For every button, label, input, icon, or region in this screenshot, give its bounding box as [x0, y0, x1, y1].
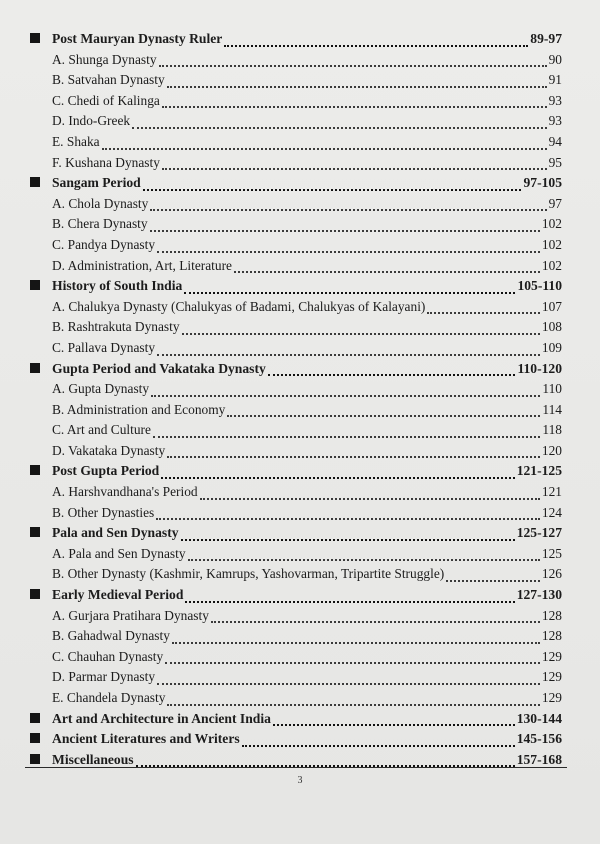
toc-section-row	[30, 361, 562, 382]
dot-leader	[157, 354, 540, 356]
dot-leader	[159, 65, 547, 67]
toc-section-row	[30, 525, 562, 546]
square-bullet-icon	[30, 754, 40, 764]
toc-title: D. Indo-Greek	[52, 113, 131, 129]
dot-leader	[151, 395, 540, 397]
toc-entry-row	[30, 690, 562, 711]
toc-entry-row	[30, 155, 562, 176]
toc-page-number: 90	[548, 51, 562, 67]
square-bullet-icon	[30, 177, 40, 187]
toc-page-number: 129	[541, 669, 562, 685]
square-bullet-icon	[30, 465, 40, 475]
toc-title: Art and Architecture in Ancient India	[52, 710, 271, 726]
toc-title: D. Administration, Art, Literature	[52, 257, 232, 273]
dot-leader	[446, 580, 540, 582]
toc-page-number: 120	[541, 442, 562, 458]
toc-entry-row	[30, 422, 562, 443]
toc-page-number: 102	[541, 216, 562, 232]
dot-leader	[162, 168, 547, 170]
square-bullet-icon	[30, 363, 40, 373]
toc-page-number: 129	[541, 690, 562, 705]
toc-page-number: 145-156	[516, 731, 562, 747]
dot-leader	[427, 312, 540, 314]
toc-title: Ancient Literatures and Writers	[52, 731, 240, 747]
toc-page-number: 121-125	[516, 463, 562, 479]
toc-title: B. Administration and Economy	[52, 401, 226, 417]
toc-title: Gupta Period and Vakataka Dynasty	[52, 360, 266, 376]
toc-entry-row	[30, 484, 562, 505]
toc-entry-row	[30, 72, 562, 93]
toc-page-number: 97-105	[523, 175, 562, 191]
toc-section-row	[30, 175, 562, 196]
toc-page-number: 94	[548, 133, 562, 149]
toc-entry-row	[30, 93, 562, 114]
square-bullet-icon	[30, 713, 40, 723]
toc-page-number: 97	[548, 195, 562, 211]
toc-page-number: 118	[542, 422, 562, 438]
dot-leader	[162, 106, 547, 108]
toc-title: Pala and Sen Dynasty	[52, 525, 179, 541]
toc-title: E. Shaka	[52, 133, 100, 149]
toc-title: Post Gupta Period	[52, 463, 160, 479]
dot-leader	[188, 559, 540, 561]
toc-entry-row	[30, 381, 562, 402]
toc-title: C. Chauhan Dynasty	[52, 648, 164, 664]
toc-entry-row	[30, 649, 562, 670]
toc-page-number: 121	[541, 484, 562, 500]
dot-leader	[153, 436, 540, 438]
toc-title: B. Gahadwal Dynasty	[52, 628, 170, 644]
toc-section-row	[30, 752, 562, 773]
dot-leader	[161, 477, 514, 479]
toc-page-number: 157-168	[516, 751, 562, 767]
dot-leader	[172, 642, 540, 644]
dot-leader	[167, 704, 539, 706]
dot-leader	[268, 374, 516, 376]
toc-entry-row	[30, 402, 562, 423]
dot-leader	[102, 148, 547, 150]
toc-title: C. Art and Culture	[52, 422, 151, 438]
toc-entry-row	[30, 608, 562, 629]
dot-leader	[182, 333, 540, 335]
toc-page-number: 127-130	[516, 587, 562, 603]
footer-rule	[25, 767, 567, 768]
toc-entry-row	[30, 546, 562, 567]
toc-page-number: 110	[542, 381, 562, 397]
toc-entry-row	[30, 52, 562, 73]
toc-title: Post Mauryan Dynasty Ruler	[52, 31, 223, 46]
toc-page-number: 105-110	[517, 278, 562, 294]
toc-title: B. Satvahan Dynasty	[52, 72, 165, 88]
dot-leader	[181, 539, 515, 541]
toc-section-row	[30, 463, 562, 484]
dot-leader	[167, 86, 547, 88]
toc-title: A. Gupta Dynasty	[52, 381, 150, 397]
dot-leader	[157, 251, 540, 253]
toc-entry-row	[30, 258, 562, 279]
toc-page-number: 125	[541, 545, 562, 561]
toc-section-row	[30, 278, 562, 299]
toc-title: Early Medieval Period	[52, 587, 184, 603]
toc-page-number: 108	[541, 319, 562, 335]
dot-leader	[132, 127, 547, 129]
toc-title: Sangam Period	[52, 175, 141, 191]
toc-entry-row	[30, 113, 562, 134]
toc-entry-row	[30, 566, 562, 587]
square-bullet-icon	[30, 733, 40, 743]
footer-page-number: 3	[297, 775, 303, 786]
toc-page-number: 102	[541, 236, 562, 252]
toc-page-number: 128	[541, 607, 562, 623]
dot-leader	[143, 189, 522, 191]
toc-title: E. Chandela Dynasty	[52, 690, 166, 705]
toc-entry-row	[30, 196, 562, 217]
toc-entry-row	[30, 299, 562, 320]
dot-leader	[211, 621, 540, 623]
toc-title: B. Other Dynasty (Kashmir, Kamrups, Yashovarman, Tripartite Struggle)	[52, 566, 445, 582]
toc-title: A. Harshvandhana's Period	[52, 484, 198, 500]
toc-title: B. Rashtrakuta Dynasty	[52, 319, 180, 335]
dot-leader	[242, 745, 515, 747]
dot-leader	[234, 271, 540, 273]
toc-entry-row	[30, 340, 562, 361]
dot-leader	[157, 683, 540, 685]
dot-leader	[273, 724, 515, 726]
toc-page-number: 125-127	[516, 525, 562, 541]
toc-entry-row	[30, 443, 562, 464]
square-bullet-icon	[30, 589, 40, 599]
toc-title: A. Chola Dynasty	[52, 195, 149, 211]
toc-section-row	[30, 587, 562, 608]
toc-entry-row	[30, 628, 562, 649]
dot-leader	[167, 456, 540, 458]
toc-page-number: 93	[548, 92, 562, 108]
square-bullet-icon	[30, 33, 40, 43]
toc-title: C. Chedi of Kalinga	[52, 92, 160, 108]
toc-page-number: 93	[548, 113, 562, 129]
toc-entry-row	[30, 237, 562, 258]
table-of-contents	[30, 31, 562, 772]
dot-leader	[150, 209, 546, 211]
toc-page-number: 102	[541, 257, 562, 273]
toc-page-number: 128	[541, 628, 562, 644]
toc-section-row	[30, 31, 562, 52]
toc-title: A. Chalukya Dynasty (Chalukyas of Badami, Chalukyas of Kalayani)	[52, 298, 426, 314]
toc-title: Miscellaneous	[52, 751, 134, 767]
toc-entry-row	[30, 505, 562, 526]
toc-entry-row	[30, 669, 562, 690]
toc-page-number: 124	[541, 504, 562, 520]
toc-entry-row	[30, 319, 562, 340]
dot-leader	[150, 230, 540, 232]
toc-page-number: 91	[548, 72, 562, 88]
dot-leader	[156, 518, 540, 520]
dot-leader	[185, 601, 514, 603]
toc-title: F. Kushana Dynasty	[52, 154, 160, 170]
dot-leader	[227, 415, 540, 417]
square-bullet-icon	[30, 527, 40, 537]
toc-title: D. Parmar Dynasty	[52, 669, 156, 685]
toc-title: A. Gurjara Pratihara Dynasty	[52, 607, 209, 623]
toc-page-number: 107	[541, 298, 562, 314]
toc-entry-row	[30, 134, 562, 155]
toc-title: C. Pandya Dynasty	[52, 236, 156, 252]
toc-title: C. Pallava Dynasty	[52, 339, 156, 355]
toc-entry-row	[30, 216, 562, 237]
toc-page-number: 126	[541, 566, 562, 582]
dot-leader	[200, 498, 540, 500]
toc-page-number: 110-120	[517, 360, 562, 376]
toc-title: B. Other Dynasties	[52, 504, 155, 520]
dot-leader	[165, 662, 540, 664]
dot-leader	[184, 292, 515, 294]
toc-page-number: 95	[548, 154, 562, 170]
toc-title: B. Chera Dynasty	[52, 216, 148, 232]
toc-title: D. Vakataka Dynasty	[52, 442, 166, 458]
toc-title: History of South India	[52, 278, 183, 294]
toc-title: A. Pala and Sen Dynasty	[52, 545, 186, 561]
toc-section-row	[30, 711, 562, 732]
toc-page-number: 114	[542, 401, 562, 417]
square-bullet-icon	[30, 280, 40, 290]
toc-title: A. Shunga Dynasty	[52, 51, 157, 67]
toc-section-row	[30, 731, 562, 752]
toc-page-number: 89-97	[530, 31, 562, 46]
toc-page-number: 109	[541, 339, 562, 355]
toc-page-number: 129	[541, 648, 562, 664]
dot-leader	[224, 45, 528, 47]
toc-page-number: 130-144	[516, 710, 562, 726]
